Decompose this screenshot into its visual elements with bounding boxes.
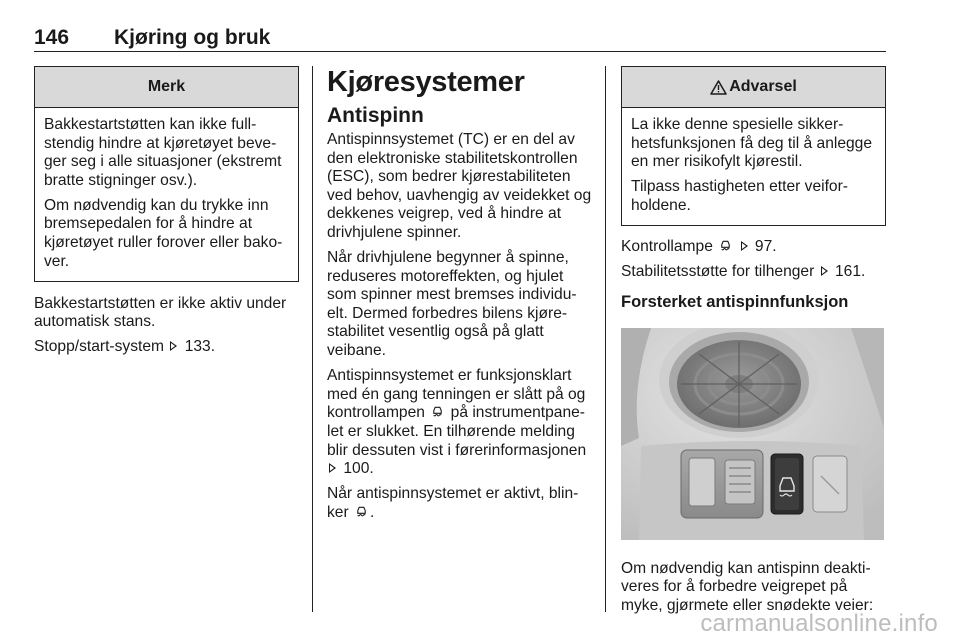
tc-paragraph-1: Antispinnsystemet (TC) er en del av den elektroniske stabilitetskontrollen (ESC), som bedrer kjørestabiliteten ved behov, uavhengig av veidekket og dekkenes veigrep, ved å hindre at drivhjulene spinner.: [327, 131, 592, 241]
hill-start-paragraph: Bakkestartstøtten er ikke aktiv under automatisk stans.: [34, 294, 287, 331]
chapter-title: Kjøring og bruk: [114, 26, 271, 49]
column-2: [327, 66, 595, 529]
page-reference-icon: [741, 241, 748, 251]
traction-control-icon: [355, 505, 368, 518]
page-reference-icon: [821, 266, 828, 276]
page-number: 146: [34, 26, 70, 49]
warning-box: [621, 66, 886, 226]
dashboard-switch-photo: [621, 328, 884, 540]
enhanced-tc-heading: Forsterket antispinnfunksjon: [621, 292, 849, 311]
page-reference-icon: [170, 341, 177, 351]
page-reference-icon: [329, 463, 336, 473]
warning-paragraph-2: Tilpass hastigheten etter veifor-holdene.: [631, 178, 848, 214]
merk-paragraph-1: Bakkestartstøtten kan ikke full-stendig hindre at kjøretøyet beve-ger seg i alle situasjoner (ekstremt bratte stigninger osv.).: [44, 116, 282, 189]
column-3: [621, 66, 886, 622]
column-divider-left: [312, 66, 313, 612]
site-watermark: carmanualsonline.info: [700, 610, 938, 637]
deactivate-tc-paragraph: Om nødvendig kan antispinn deakti-veres for å forbedre veigrepet på myke, gjørmete eller snødekte veier:: [621, 559, 874, 614]
traction-control-icon: [719, 239, 732, 252]
trailer-stability-reference[interactable]: Stabilitetsstøtte for tilhenger 161.: [621, 263, 866, 281]
merk-paragraph-2: Om nødvendig kan du trykke inn bremsepedalen for å hindre at kjøretøyet ruller forover eller bako-ver.: [44, 196, 283, 270]
tc-paragraph-3: Antispinnsystemet er funksjonsklart med én gang tenningen er slått på og kontrollampen på instrumentpane-let er slukket. En tilhørende melding blir dessuten vist i førerinformasjonen 100.: [327, 367, 587, 478]
merk-box-title: Merk: [35, 67, 298, 108]
warning-triangle-icon: [710, 80, 727, 95]
stop-start-page: 133.: [184, 338, 216, 356]
merk-note-box: [34, 66, 299, 282]
column-divider-right: [605, 66, 606, 612]
warning-box-header: [622, 67, 885, 108]
stop-start-reference[interactable]: [34, 338, 299, 357]
control-lamp-reference[interactable]: Kontrollampe 97.: [621, 237, 777, 255]
driver-info-page-link[interactable]: 100.: [343, 460, 374, 478]
tc-paragraph-2: Når drivhjulene begynner å spinne, reduseres motoreffekten, og hjulet som spinner mest bremses individu-elt. Dermed forbedres bilens kjøre-stabilitet vesentlig også på glatt veibane.: [327, 249, 577, 360]
page-header: [34, 26, 886, 52]
section-heading: Kjøresystemer: [327, 66, 525, 98]
traction-control-icon: [431, 405, 444, 418]
warning-paragraph-1: La ikke denne spesielle sikker-hetsfunksjonen få deg til å anlegge en mer risikofylt kjørestil.: [631, 116, 873, 171]
warning-box-title: Advarsel: [729, 77, 797, 95]
column-1: [34, 66, 299, 364]
subsection-heading: Antispinn: [327, 104, 424, 127]
tc-paragraph-4: Når antispinnsystemet er aktivt, blin-ker .: [327, 485, 579, 521]
stop-start-label: Stopp/start-system: [34, 338, 164, 356]
